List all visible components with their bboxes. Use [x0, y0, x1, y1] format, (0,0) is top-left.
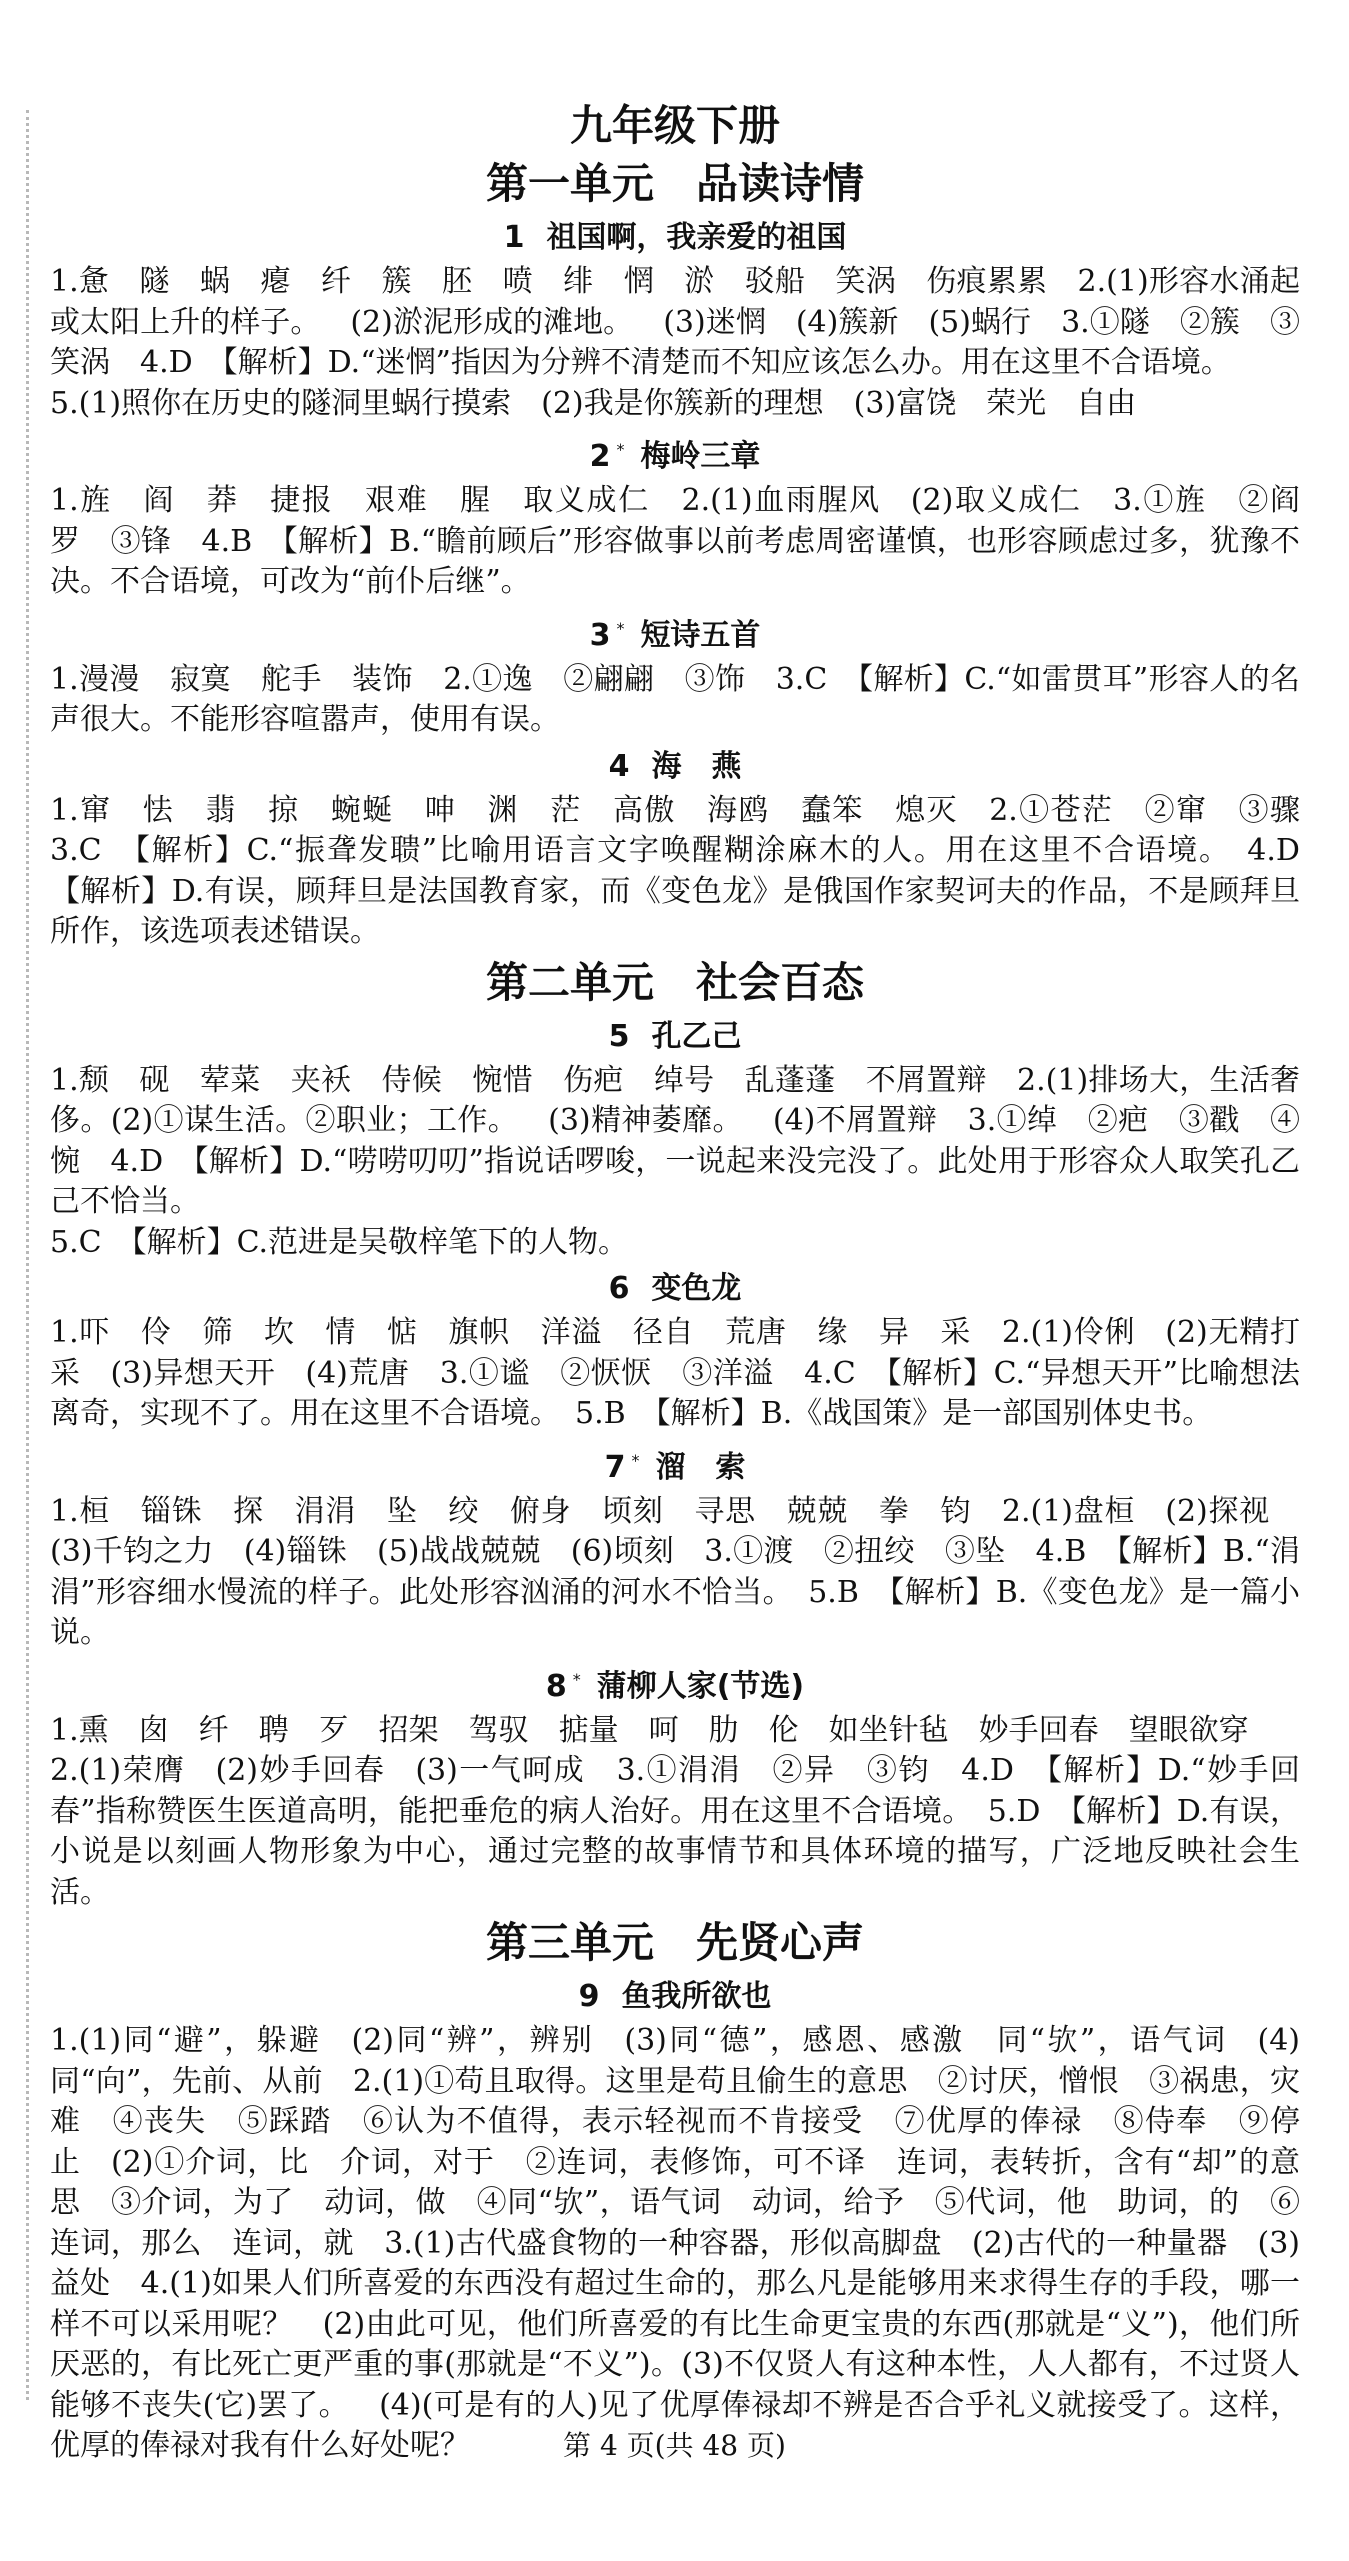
lesson-name: 孔乙己	[651, 1018, 742, 1054]
answer-paragraph: 1.颓 砚 荤菜 夹袄 侍候 惋惜 伤疤 绰号 乱蓬蓬 不屑置辩 2.(1)排场大，生活奢侈。(2)①谋生活。②职业；工作。 (3)精神萎靡。 (4)不屑置辩 3.①绰 ②疤 ③戳 ④惋 4.D 【解析】D.“唠唠叨叨”指说话啰唆，一说起来没完没了。此处用于形容众人取笑孔乙己不恰当。	[50, 1062, 1300, 1219]
book-title: 九年级下册	[569, 101, 780, 150]
unit-section	[50, 955, 1300, 1914]
answer-paragraph: 2.(1)荣膺 (2)妙手回春 (3)一气呵成 3.①涓涓 ②异 ③钧 4.D 【解析】D.“妙手回春”指称赞医生医道高明，能把垂危的病人治好。用在这里不合语境。 5.D 【解析】D.有误，小说是以刻画人物形象为中心，通过完整的故事情节和具体环境的描写，广泛地反映社会生活。	[50, 1753, 1300, 1910]
answer-page	[50, 100, 1330, 2467]
lesson-title	[50, 1267, 1300, 1311]
lesson-number: 9	[578, 1979, 600, 2014]
lesson-title	[50, 428, 1300, 479]
unit-section	[50, 156, 1330, 953]
lesson-number: 2	[589, 439, 611, 474]
lesson-section	[50, 1015, 1300, 1264]
lesson-number: 4	[608, 748, 630, 784]
lesson-name: 短诗五首	[640, 617, 761, 653]
lesson-section	[50, 1658, 1300, 1914]
page-footer: 第 4 页(共 48 页)	[563, 2429, 786, 2462]
lesson-section	[50, 216, 1300, 424]
unit-title: 第三单元 先贤心声	[485, 1918, 864, 1967]
lesson-number: 3	[589, 617, 611, 653]
lesson-name: 蒲柳人家(节选)	[596, 1668, 805, 1704]
lesson-section	[50, 1975, 1300, 2467]
optional-star-mark: *	[572, 1669, 581, 1689]
lesson-title	[50, 216, 1300, 260]
lesson-section	[50, 745, 1330, 953]
margin-dotted-rule	[26, 110, 29, 2400]
unit-title: 第二单元 社会百态	[485, 957, 864, 1007]
answer-paragraph: 1.熏 囱 纤 聘 歹 招架 驾驭 掂量 呵 肋 伦 如坐针毡 妙手回春 望眼欲穿	[50, 1712, 1249, 1748]
lesson-title	[50, 1439, 1300, 1490]
answer-paragraph: 1.漫漫 寂寞 舵手 装饰 2.①逸 ②翩翩 ③饰 3.C 【解析】C.“如雷贯耳”形容人的名声很大。不能形容喧嚣声，使用有误。	[50, 661, 1300, 737]
lesson-name: 溜 索	[655, 1449, 746, 1485]
optional-star-mark: *	[616, 618, 625, 638]
unit-title: 第一单元 品读诗情	[485, 159, 864, 208]
optional-star-mark: *	[616, 440, 625, 459]
lesson-title	[50, 1658, 1300, 1709]
answer-paragraph: 1.(1)同“避”，躲避 (2)同“辨”，辨别 (3)同“德”，感恩、感激 同“欤”，语气词 (4)同“向”，先前、从前 2.(1)①苟且取得。这里是苟且偷生的意思 ②讨厌，憎恨 ③祸患，灾难 ④丧失 ⑤踩踏 ⑥认为不值得，表示轻视而不肯接受 ⑦优厚的俸禄 ⑧侍奉 ⑨停止 (2)①介词，比 介词，对于 ②连词，表修饰，可不译 连词，表转折，含有“却”的意思 ③介词，为了 动词，做 ④同“欤”，语气词 动词，给予 ⑤代词，他 助词，的 ⑥连词，那么 连词，就 3.(1)古代盛食物的一种容器，形似高脚盘 (2)古代的一种量器 (3)益处 4.(1)如果人们所喜爱的东西没有超过生命的，那么凡是能够用来求得生存的手段，哪一样不可以采用呢？ (2)由此可见，他们所喜爱的有比生命更宝贵的东西(那就是“义”)，他们所厌恶的，有比死亡更严重的事(那就是“不义”)。(3)不仅贤人有这种本性，人人都有，不过贤人能够不丧失(它)罢了。 (4)(可是有的人)见了优厚俸禄却不辨是否合乎礼义就接受了。这样，优厚的俸禄对我有什么好处呢？	[50, 2023, 1300, 2463]
lesson-number: 5	[608, 1018, 630, 1054]
lesson-name: 梅岭三章	[640, 439, 761, 474]
lesson-title	[50, 607, 1300, 658]
answer-paragraph: 1.桓 锱铢 探 涓涓 坠 绞 俯身 顷刻 寻思 兢兢 拳 钧 2.(1)盘桓 (2)探视 (3)千钧之力 (4)锱铢 (5)战战兢兢 (6)顷刻 3.①渡 ②扭绞 ③坠 4.B 【解析】B.“涓涓”形容细水慢流的样子。此处形容汹涌的河水不恰当。 5.B 【解析】B.《变色龙》是一篇小说。	[50, 1493, 1300, 1650]
lesson-section	[50, 607, 1300, 741]
lesson-name: 鱼我所欲也	[621, 1979, 772, 2014]
lesson-name: 变色龙	[651, 1271, 742, 1306]
lesson-number: 1	[503, 220, 525, 255]
lesson-number: 6	[608, 1271, 630, 1306]
answer-paragraph: 1.旌 阎 莽 捷报 艰难 腥 取义成仁 2.(1)血雨腥风 (2)取义成仁 3.①旌 ②阎罗 ③锋 4.B 【解析】B.“瞻前顾后”形容做事以前考虑周密谨慎，也形容顾虑过多，犹豫不决。不合语境，可改为“前仆后继”。	[50, 483, 1300, 599]
answer-paragraph: 1.吓 伶 筛 坎 情 惦 旗帜 洋溢 径自 荒唐 缘 异 采 2.(1)伶俐 (2)无精打采 (3)异想天开 (4)荒唐 3.①谧 ②恹恹 ③洋溢 4.C 【解析】C.“异想天开”比喻想法离奇，实现不了。用在这里不合语境。 5.B 【解析】B.《战国策》是一部国别体史书。	[50, 1315, 1300, 1431]
lesson-number: 7	[604, 1449, 626, 1485]
answer-paragraph: 5.(1)照你在历史的隧洞里蜗行摸索 (2)我是你簇新的理想 (3)富饶 荣光 自由	[50, 385, 1137, 421]
lesson-section	[50, 1439, 1300, 1654]
answer-paragraph: 5.C 【解析】C.范进是吴敬梓笔下的人物。	[50, 1224, 628, 1260]
optional-star-mark: *	[631, 1450, 640, 1470]
lesson-name: 祖国啊，我亲爱的祖国	[546, 220, 847, 255]
lesson-title	[50, 1975, 1300, 2019]
unit-section	[50, 1915, 1300, 2467]
lesson-section	[50, 428, 1300, 603]
lesson-name: 海 燕	[651, 748, 742, 784]
lesson-section	[50, 1267, 1300, 1435]
answer-paragraph: 1.窜 怯 翡 掠 蜿蜒 呻 渊 茫 高傲 海鸥 蠢笨 熄灭 2.①苍茫 ②窜 ③骤 3.C 【解析】C.“振聋发聩”比喻用语言文字唤醒糊涂麻木的人。用在这里不合语境。 4.D 【解析】D.有误，顾拜旦是法国教育家，而《变色龙》是俄国作家契诃夫的作品，不是顾拜旦所作，该选项表述错误。	[50, 792, 1330, 949]
lesson-number: 8	[545, 1668, 567, 1704]
lesson-title	[50, 1015, 1300, 1059]
answer-paragraph: 1.惫 隧 蜗 瘪 纤 簇 胚 喷 绯 惘 淤 驳船 笑涡 伤痕累累 2.(1)形容水涌起或太阳上升的样子。 (2)淤泥形成的滩地。 (3)迷惘 (4)簇新 (5)蜗行 3.①隧 ②簇 ③笑涡 4.D 【解析】D.“迷惘”指因为分辨不清楚而不知应该怎么办。用在这里不合语境。	[50, 264, 1300, 380]
lesson-title	[50, 745, 1300, 789]
